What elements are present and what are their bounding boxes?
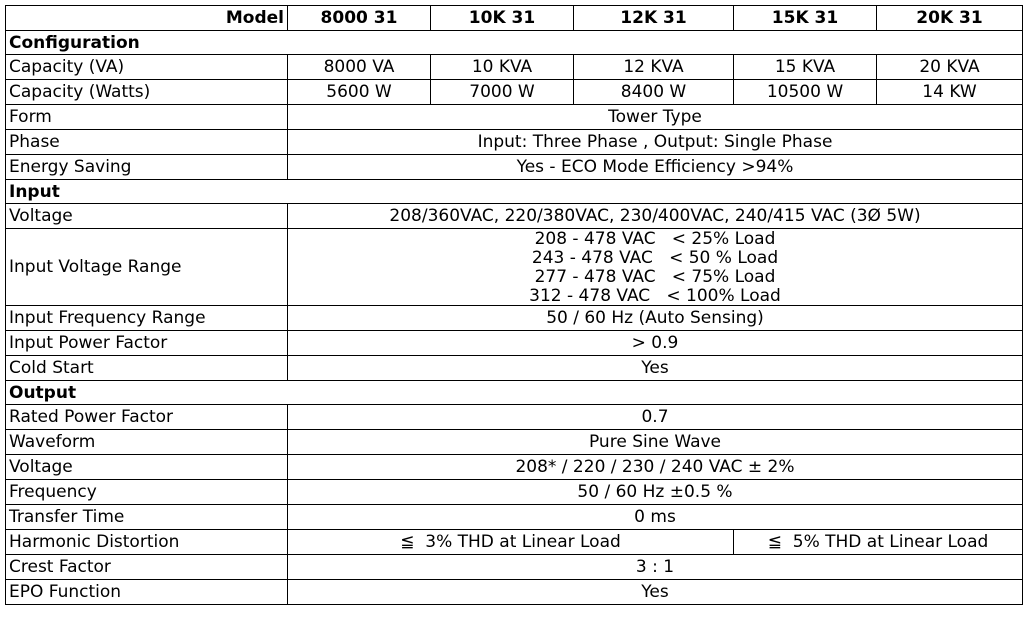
cell-value: Tower Type <box>288 105 1023 130</box>
cell-value: 208* / 220 / 230 / 240 VAC ± 2% <box>288 455 1023 480</box>
voltage-range-line: 243 - 478 VAC < 50 % Load <box>531 248 779 268</box>
table-row <box>6 130 1023 155</box>
section-row <box>6 381 1023 405</box>
cell-value: 10 KVA <box>431 55 574 80</box>
model-15k-31: 15K 31 <box>734 6 877 31</box>
cell-value: 50 / 60 Hz ±0.5 % <box>288 480 1023 505</box>
section-input: Input <box>6 180 1023 204</box>
row-label: Cold Start <box>6 356 288 381</box>
model-8000-31: 8000 31 <box>288 6 431 31</box>
model-12k-31: 12K 31 <box>574 6 734 31</box>
section-row <box>6 31 1023 55</box>
cell-value: 208/360VAC, 220/380VAC, 230/400VAC, 240/415 VAC (3Ø 5W) <box>288 204 1023 229</box>
cell-value: Pure Sine Wave <box>288 430 1023 455</box>
table-row <box>6 55 1023 80</box>
voltage-range-line: 208 - 478 VAC < 25% Load <box>534 229 776 249</box>
row-label: Form <box>6 105 288 130</box>
table-row <box>6 204 1023 229</box>
table-row <box>6 480 1023 505</box>
section-configuration: Configuration <box>6 31 1023 55</box>
section-output: Output <box>6 381 1023 405</box>
voltage-range-line: 277 - 478 VAC < 75% Load <box>534 267 776 287</box>
cell-value: 10500 W <box>734 80 877 105</box>
row-label: Input Power Factor <box>6 331 288 356</box>
row-label: Capacity (VA) <box>6 55 288 80</box>
header-row <box>6 6 1023 31</box>
cell-value: Yes <box>288 580 1023 605</box>
cell-value: 20 KVA <box>877 55 1023 80</box>
cell-value: ≦ 3% THD at Linear Load <box>288 530 734 555</box>
model-header-label: Model <box>6 6 288 31</box>
row-label: Waveform <box>6 430 288 455</box>
cell-value: 8000 VA <box>288 55 431 80</box>
row-label: Voltage <box>6 455 288 480</box>
cell-value: 3 : 1 <box>288 555 1023 580</box>
row-label: Input Frequency Range <box>6 306 288 331</box>
table-row <box>6 455 1023 480</box>
cell-value: 5600 W <box>288 80 431 105</box>
model-10k-31: 10K 31 <box>431 6 574 31</box>
cell-value: 50 / 60 Hz (Auto Sensing) <box>288 306 1023 331</box>
row-label: Capacity (Watts) <box>6 80 288 105</box>
row-label: Crest Factor <box>6 555 288 580</box>
cell-value: Input: Three Phase , Output: Single Phase <box>288 130 1023 155</box>
table-row <box>6 555 1023 580</box>
model-20k-31: 20K 31 <box>877 6 1023 31</box>
row-label: Rated Power Factor <box>6 405 288 430</box>
cell-value: > 0.9 <box>288 331 1023 356</box>
cell-value: 15 KVA <box>734 55 877 80</box>
voltage-range-line: 312 - 478 VAC < 100% Load <box>529 286 781 306</box>
table-row <box>6 155 1023 180</box>
table-row <box>6 306 1023 331</box>
section-row <box>6 180 1023 204</box>
table-row <box>6 229 1023 306</box>
row-label: Harmonic Distortion <box>6 530 288 555</box>
row-label: Phase <box>6 130 288 155</box>
cell-value: Yes - ECO Mode Efficiency >94% <box>288 155 1023 180</box>
cell-value: 12 KVA <box>574 55 734 80</box>
table-row <box>6 80 1023 105</box>
voltage-range-cell <box>288 229 1023 306</box>
cell-value: ≦ 5% THD at Linear Load <box>734 530 1023 555</box>
table-row <box>6 105 1023 130</box>
row-label: EPO Function <box>6 580 288 605</box>
table-row <box>6 530 1023 555</box>
row-label: Frequency <box>6 480 288 505</box>
row-label: Transfer Time <box>6 505 288 530</box>
table-row <box>6 505 1023 530</box>
table-row <box>6 405 1023 430</box>
table-row <box>6 580 1023 605</box>
cell-value: Yes <box>288 356 1023 381</box>
cell-value: 8400 W <box>574 80 734 105</box>
cell-value: 7000 W <box>431 80 574 105</box>
cell-value: 0.7 <box>288 405 1023 430</box>
table-row <box>6 356 1023 381</box>
spec-table <box>5 5 1023 605</box>
cell-value: 0 ms <box>288 505 1023 530</box>
row-label: Input Voltage Range <box>6 229 288 306</box>
table-row <box>6 331 1023 356</box>
row-label: Voltage <box>6 204 288 229</box>
cell-value: 14 KW <box>877 80 1023 105</box>
table-row <box>6 430 1023 455</box>
row-label: Energy Saving <box>6 155 288 180</box>
